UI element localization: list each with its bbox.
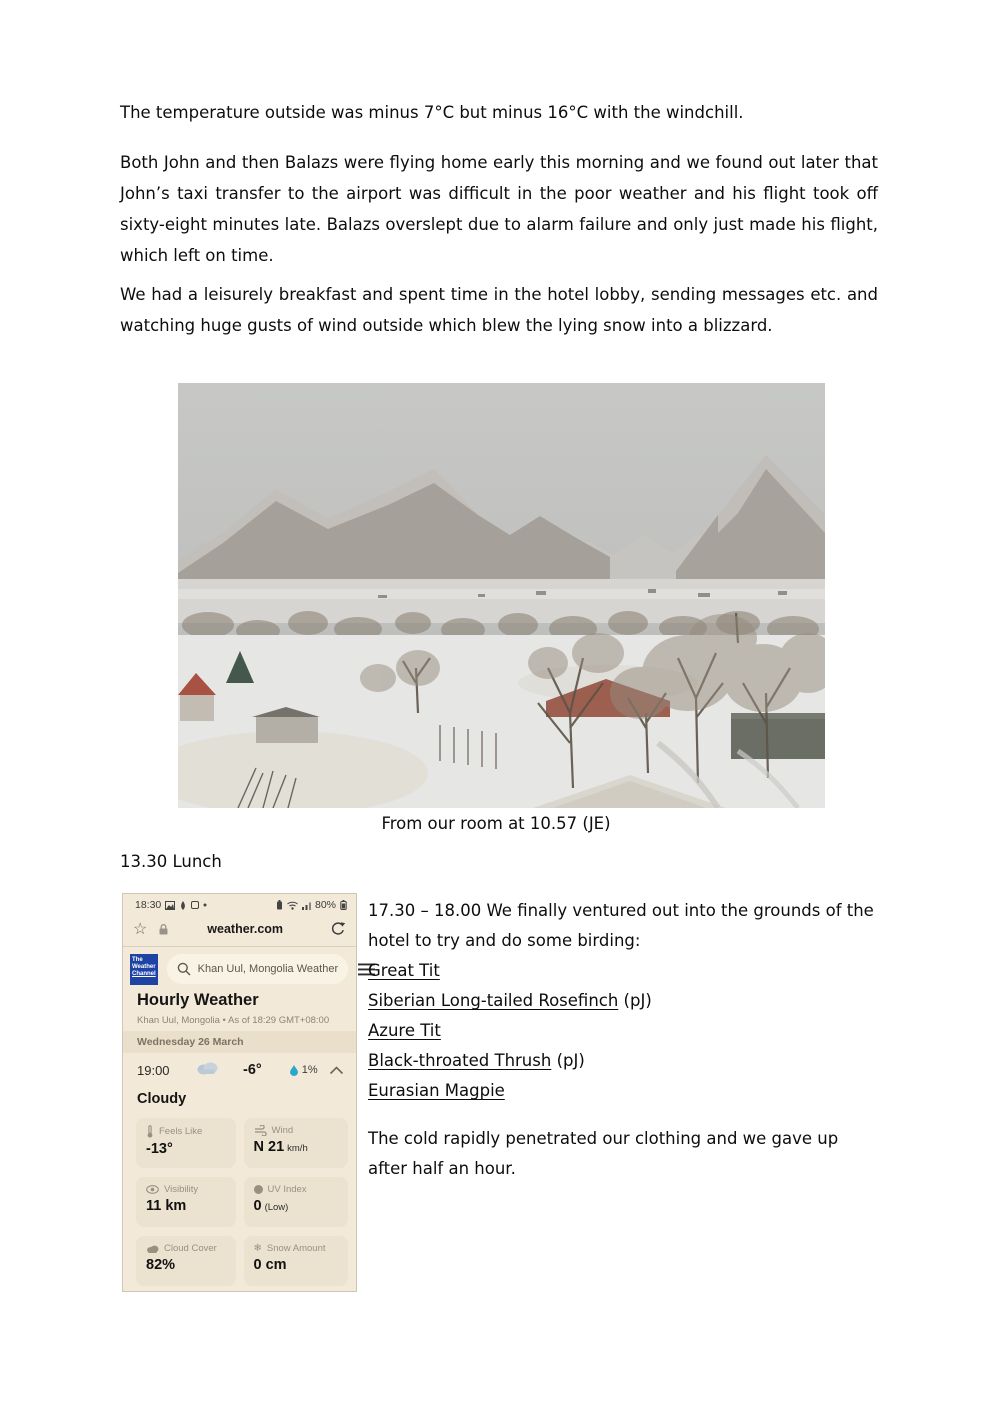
acrobat-icon	[179, 901, 187, 910]
charging-icon	[276, 900, 283, 910]
bird-name: Siberian Long-tailed Rosefinch	[368, 991, 619, 1010]
weather-channel-logo[interactable]: The Weather Channel	[130, 954, 158, 985]
bird-name: Eurasian Magpie	[368, 1081, 505, 1100]
snow-amount-card: ❄ Snow Amount 0 cm	[244, 1236, 349, 1286]
birding-intro: 17.30 – 18.00 We finally ventured out into the grounds of the hotel to try and do some birding:	[368, 901, 874, 950]
weather-app-screenshot	[122, 893, 357, 1292]
photo-caption: From our room at 10.57 (JE)	[381, 814, 611, 833]
location-asof-text: Khan Uul, Mongolia • As of 18:29 GMT+08:00	[137, 1015, 330, 1026]
paragraph-temperature: The temperature outside was minus 7°C but minus 16°C with the windchill.	[120, 103, 744, 122]
closing-paragraph: The cold rapidly penetrated our clothing and we gave up after half an hour.	[368, 1129, 839, 1178]
phone-status-bar	[135, 897, 347, 913]
cloud-cover-card: Cloud Cover 82%	[136, 1236, 236, 1286]
wifi-icon	[287, 901, 298, 910]
search-icon	[177, 962, 191, 976]
signal-icon	[302, 901, 311, 910]
battery-percent: 80%	[314, 899, 336, 911]
reload-icon[interactable]	[330, 921, 346, 937]
bird-list-item	[368, 1076, 878, 1106]
gallery-icon	[165, 901, 175, 910]
visibility-card: Visibility 11 km	[136, 1177, 236, 1227]
uv-index-icon	[254, 1185, 263, 1194]
wind-icon	[254, 1125, 267, 1136]
landscape-photo	[178, 383, 825, 808]
droplet-icon	[290, 1065, 298, 1076]
snowy-landscape-illustration	[178, 383, 825, 808]
thermometer-icon	[146, 1125, 154, 1138]
paragraph-breakfast: We had a leisurely breakfast and spent time in the hotel lobby, sending messages etc. and watching huge gusts of wind outside which blew the lying snow into a blizzard.	[120, 285, 878, 335]
lunch-heading: 13.30 Lunch	[120, 852, 222, 871]
visibility-eye-icon	[146, 1185, 159, 1194]
day-header: Wednesday 26 March	[123, 1031, 356, 1053]
condition-text: Cloudy	[137, 1091, 187, 1107]
browser-toolbar	[133, 916, 346, 942]
weather-detail-cards	[136, 1118, 348, 1286]
hourly-weather-title: Hourly Weather	[137, 991, 259, 1009]
cloudy-icon	[195, 1060, 219, 1080]
status-time: 18:30	[135, 899, 162, 911]
search-input[interactable]	[167, 954, 348, 984]
bookmark-star-icon[interactable]: ☆	[133, 921, 148, 938]
bird-suffix: (pJ)	[618, 991, 652, 1010]
url-text[interactable]: weather.com	[207, 922, 284, 936]
snowflake-icon: ❄	[253, 1243, 262, 1254]
search-value: Khan Uul, Mongolia Weather	[197, 963, 339, 975]
bird-name: Great Tit	[368, 961, 440, 980]
hour-temp: -6°	[243, 1062, 262, 1078]
wind-card: Wind N 21 km/h	[244, 1118, 349, 1168]
bird-list-item	[368, 1046, 878, 1076]
cloud-cover-icon	[146, 1244, 159, 1253]
lock-icon	[159, 924, 168, 935]
app-icon	[191, 901, 199, 909]
notification-dot-icon	[203, 903, 207, 907]
afternoon-notes	[368, 896, 878, 1184]
bird-list-item	[368, 1016, 878, 1046]
bird-name: Black-throated Thrush	[368, 1051, 552, 1070]
hour-forecast-row[interactable]	[137, 1053, 344, 1087]
battery-icon	[340, 900, 347, 910]
precip-chance: 1%	[290, 1064, 318, 1076]
chevron-up-icon[interactable]	[329, 1066, 344, 1075]
bird-list-item	[368, 986, 878, 1016]
weather-search-row	[130, 953, 349, 985]
hour-time: 19:00	[137, 1062, 170, 1078]
uv-index-card: UV Index 0 (Low)	[244, 1177, 349, 1227]
paragraph-flights: Both John and then Balazs were flying home early this morning and we found out later that John’s taxi transfer to the airport was difficult in the poor weather and his flight took off sixty-eight minutes late. Balazs overslept due to alarm failure and only just made his flight, which left on time.	[120, 153, 878, 265]
divider	[123, 946, 356, 947]
bird-suffix: (pJ)	[551, 1051, 585, 1070]
bird-list-item	[368, 956, 878, 986]
bird-name: Azure Tit	[368, 1021, 441, 1040]
feels-like-card: Feels Like -13°	[136, 1118, 236, 1168]
